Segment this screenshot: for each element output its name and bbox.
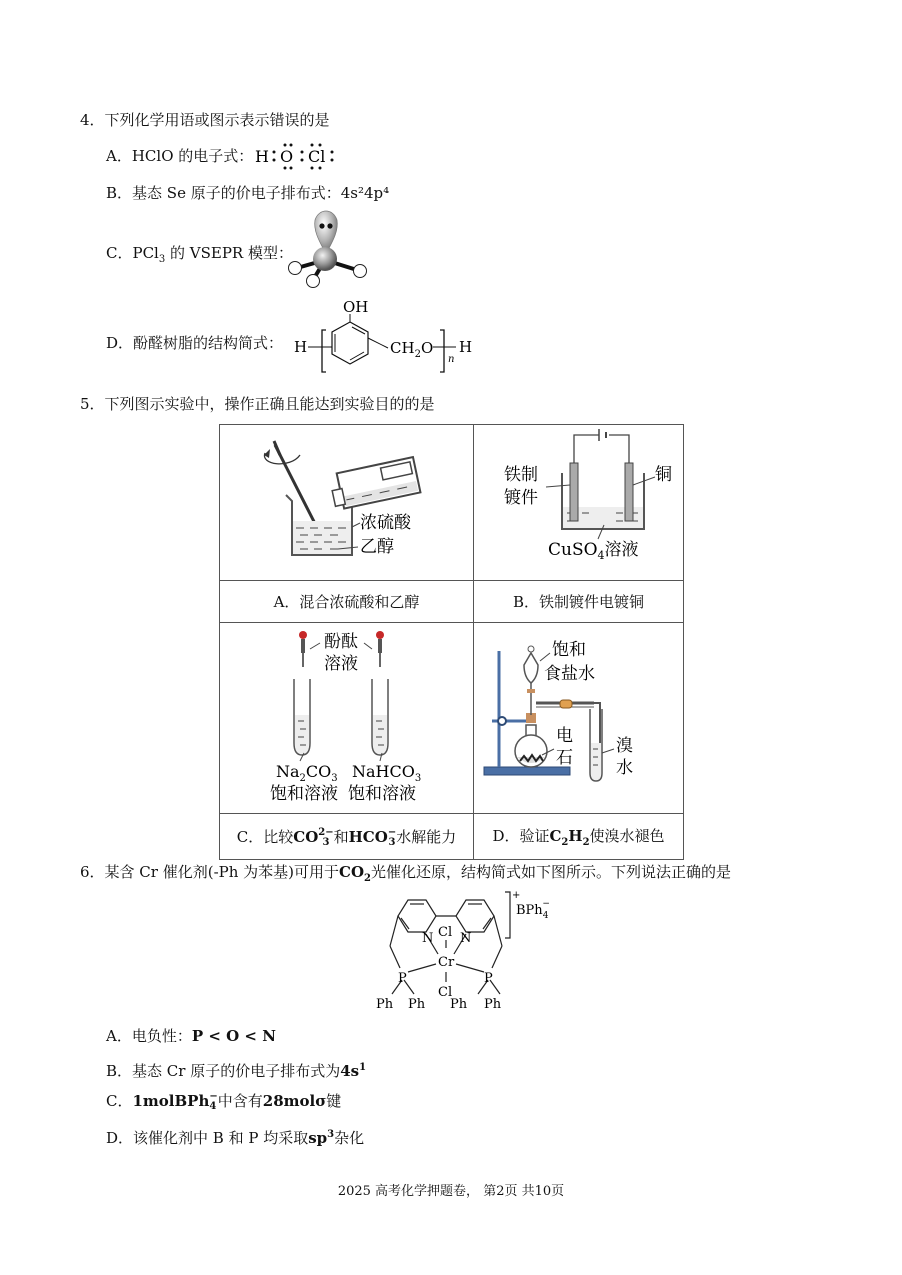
experiment-d-caption (474, 814, 684, 860)
hydrolysis-comparison-figure (220, 623, 473, 813)
label-bromine: 溴 (616, 736, 633, 756)
atom-h: H (255, 147, 269, 166)
q4-option-c-prefix: C．PCl (106, 244, 159, 262)
page-footer: 2025 高考化学押题卷， 第2页 共10页 (337, 1184, 565, 1199)
cr-catalyst-structure (370, 890, 570, 1018)
label-brine: 食盐水 (544, 664, 595, 684)
atom-p-left: P (398, 971, 407, 986)
q6-stem-end: 光催化还原，结构简式如下图所示。下列说法正确的是 (371, 863, 732, 881)
experiment-c-figure (220, 623, 474, 814)
q6-option-d-prefix: D．该催化剂中 B 和 P 均采取 (106, 1129, 309, 1147)
resin-h-left: H (294, 338, 308, 356)
experiment-b-caption: B．铁制镀件电镀铜 (474, 581, 684, 623)
acetylene-bromine-figure (474, 623, 683, 813)
experiment-a-caption: A．混合浓硫酸和乙醇 (220, 581, 474, 623)
atom-cr: Cr (438, 955, 455, 970)
group-ph-3: Ph (450, 997, 468, 1012)
q6-option-b (106, 1058, 366, 1081)
label-cuso4-solution: CuSO$_4$溶液 (548, 540, 639, 562)
q4-option-b-prefix: B．基态 Se 原子的价电子排布式： (106, 184, 341, 202)
mix-acid-ethanol-figure (220, 425, 473, 580)
formula-c2h2: $C_2H_2$ (549, 827, 590, 848)
experiment-table (219, 424, 684, 860)
formula-28mol-sigma: 28molσ (262, 1092, 327, 1110)
group-ph-2: Ph (408, 997, 426, 1012)
experiment-a-figure (220, 425, 474, 581)
caption-d-prefix: D．验证 (492, 827, 550, 845)
electronegativity-order: P < O < N (191, 1027, 276, 1045)
q4-option-d (106, 333, 283, 353)
label-right-saturated-solution: 饱和溶液 (348, 784, 416, 804)
label-copper: 铜 (655, 465, 672, 485)
ion-carbonate: CO 2− 3 (293, 826, 334, 848)
experiment-b-figure (474, 425, 684, 581)
q6-option-c (106, 1091, 341, 1112)
label-ethanol: 乙醇 (360, 537, 394, 557)
label-concentrated-sulfuric-acid: 浓硫酸 (360, 513, 411, 533)
atom-cl-top: Cl (438, 925, 453, 940)
formula-co2: $CO_2$ (339, 863, 372, 884)
formula-1mol-bph4: 1molBPh − 4 (132, 1091, 218, 1112)
label-calcium-carbide-2: 石 (556, 748, 573, 768)
pcl3-vsepr-model (283, 210, 373, 290)
q4-stem: 4．下列化学用语或图示表示错误的是 (80, 111, 330, 129)
label-iron: 铁制 (504, 465, 538, 485)
label-water: 水 (616, 758, 633, 778)
q4-option-c-sub: 3 (158, 254, 166, 265)
label-plated-part: 镀件 (504, 488, 538, 508)
caption-d-end: 使溴水褪色 (589, 827, 665, 845)
benzene-ring (332, 322, 368, 364)
caption-c-prefix: C．比较 (236, 827, 294, 846)
resin-h-right: H (459, 338, 473, 356)
q6-option-b-prefix: B．基态 Cr 原子的价电子排布式为 (106, 1062, 341, 1080)
label-nahco3: NaHCO$_3$ (352, 762, 422, 784)
q6-option-d (106, 1125, 364, 1148)
experiment-d-figure (474, 623, 684, 814)
atom-cl: Cl (308, 147, 326, 166)
q4-option-a-prefix: A．HClO 的电子式： (106, 147, 254, 165)
q6-option-c-prefix: C． (106, 1092, 133, 1110)
q6-option-d-end: 杂化 (334, 1129, 365, 1147)
label-phenolphthalein: 酚酞 (324, 632, 358, 652)
cr-valence-config: $4s^1$ (340, 1062, 367, 1080)
atom-n-left: N (422, 931, 434, 946)
q6-option-a (106, 1026, 276, 1046)
label-left-saturated-solution: 饱和溶液 (270, 784, 338, 804)
atom-o: O (280, 147, 294, 166)
atom-p-right: P (484, 971, 493, 986)
q4-option-c-suffix: 的 VSEPR 模型： (165, 244, 293, 262)
label-solution: 溶液 (324, 654, 358, 674)
q4-option-d-prefix: D．酚醛树脂的结构简式： (106, 334, 284, 352)
q6-option-c-mid: 中含有 (217, 1092, 263, 1110)
experiment-c-caption (220, 814, 474, 860)
caption-c-and: 和 (333, 827, 349, 846)
atom-n-right: N (460, 931, 472, 946)
resin-oh: OH (343, 298, 369, 316)
label-na2co3: $Na_2CO_3$ (276, 762, 338, 784)
ion-bicarbonate: HCO − 3 (348, 826, 397, 848)
q5-stem: 5．下列图示实验中，操作正确且能达到实验目的的是 (80, 395, 435, 413)
phenol-formaldehyde-resin-structure (288, 296, 488, 388)
hclo-electron-formula (252, 140, 342, 172)
resin-n: n (448, 354, 455, 365)
q6-option-c-end: 键 (326, 1092, 342, 1110)
se-valence-config: 4s²4p⁴ (340, 184, 390, 202)
q6-option-a-prefix: A．电负性： (106, 1027, 192, 1045)
group-ph-1: Ph (376, 997, 394, 1012)
label-saturated: 饱和 (552, 640, 586, 660)
anion-bph4: BPh$_4$− (516, 899, 550, 921)
group-ph-4: Ph (484, 997, 502, 1012)
electroplating-figure (474, 425, 683, 580)
hybridization-sp3: $sp^3$ (308, 1129, 335, 1147)
q6-stem-prefix: 6．某含 Cr 催化剂(-Ph 为苯基)可用于 (80, 863, 340, 881)
resin-ch2o: $CH_2O$ (390, 339, 434, 360)
atom-cl-bottom: Cl (438, 985, 453, 1000)
charge-plus: + (512, 890, 521, 901)
q4-option-b (106, 183, 389, 203)
q4-option-c (106, 243, 293, 270)
label-calcium-carbide-1: 电 (556, 726, 573, 746)
q4-option-a (106, 146, 253, 166)
q6-stem (80, 862, 731, 889)
caption-c-end: 水解能力 (396, 827, 457, 846)
